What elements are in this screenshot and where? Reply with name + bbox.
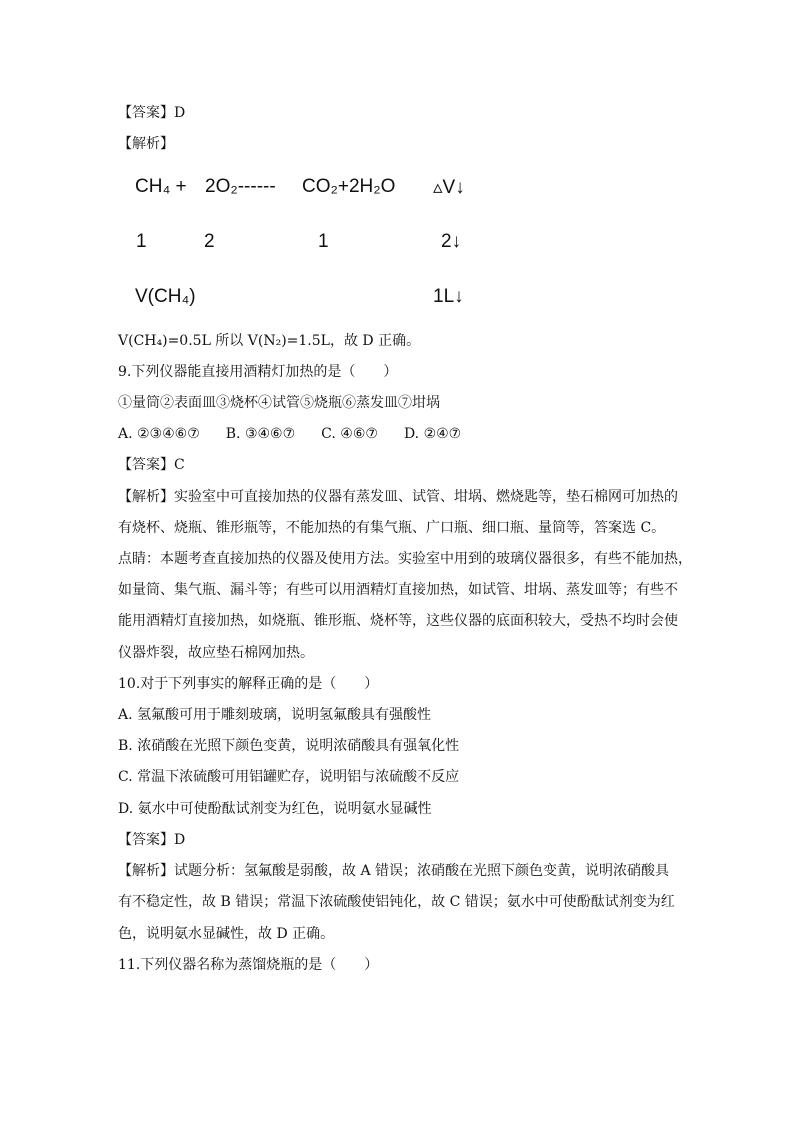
q9-items: ①量筒②表面皿③烧杯④试管⑤烧瓶⑥蒸发皿⑦坩埚 — [118, 395, 440, 411]
q11-stem: 11.下列仪器名称为蒸馏烧瓶的是（ ） — [118, 957, 379, 973]
eq-row3-v-ch4: V(CH₄) — [135, 286, 196, 307]
q10-option-c: C. 常温下浓硫酸可用铝罐贮存，说明铝与浓硫酸不反应 — [118, 769, 460, 785]
q10-stem: 10.对于下列事实的解释正确的是（ ） — [118, 676, 379, 692]
q10-analysis-line-2: 有不稳定性，故 B 错误；常温下浓硫酸使铝钝化，故 C 错误；氨水中可使酚酞试剂变为红 — [118, 894, 675, 910]
q9-stem: 9.下列仪器能直接用酒精灯加热的是（ ） — [118, 364, 398, 380]
q8-answer: 【答案】D — [118, 105, 186, 121]
q9-answer: 【答案】C — [118, 457, 185, 473]
q10-analysis-line-1: 【解析】试题分析：氢氟酸是弱酸，故 A 错误；浓硝酸在光照下颜色变黄，说明浓硝酸具 — [118, 863, 670, 879]
q10-option-d: D. 氨水中可使酚酞试剂变为红色，说明氨水显碱性 — [118, 801, 432, 817]
q9-analysis-line-1: 【解析】实验室中可直接加热的仪器有蒸发皿、试管、坩埚、燃烧匙等，垫石棉网可加热的 — [118, 489, 678, 505]
q9-option-a: A. ②③④⑥⑦ — [118, 426, 200, 442]
q9-option-b: B. ③④⑥⑦ — [225, 426, 296, 442]
q10-option-b: B. 浓硝酸在光照下颜色变黄，说明浓硝酸具有强氧化性 — [118, 738, 460, 754]
eq-row1-reactant-ch4: CH₄ + — [135, 176, 187, 197]
eq-row1-reactant-o2: 2O₂------ — [205, 176, 276, 197]
q9-analysis-line-4: 如量筒、集气瓶、漏斗等；有些可以用酒精灯直接加热，如试管、坩埚、蒸发皿等；有些不 — [118, 582, 678, 598]
eq-row2-coef-co2: 1 — [318, 231, 329, 252]
eq-row2-delta: 2↓ — [441, 231, 462, 252]
q9-analysis-line-5: 能用酒精灯直接加热，如烧瓶、锥形瓶、烧杯等，这些仪器的底面积较大，受热不均时会使 — [118, 613, 678, 629]
eq-row3-volume: 1L↓ — [433, 286, 464, 307]
q8-conclusion: V(CH₄)=0.5L 所以 V(N₂)=1.5L，故 D 正确。 — [118, 333, 421, 349]
q9-option-d: D. ②④⑦ — [403, 426, 462, 442]
q9-options — [118, 424, 487, 444]
eq-row2-coef-ch4: 1 — [136, 231, 147, 252]
eq-row1-products: CO₂+2H₂O — [302, 176, 396, 197]
q8-analysis-heading: 【解析】 — [118, 136, 174, 152]
q9-analysis-line-2: 有烧杯、烧瓶、锥形瓶等，不能加热的有集气瓶、广口瓶、细口瓶、量筒等，答案选 C。 — [118, 520, 666, 536]
q10-option-a: A. 氢氟酸可用于雕刻玻璃，说明氢氟酸具有强酸性 — [118, 707, 432, 723]
eq-row1-delta-v: ▵V↓ — [433, 177, 465, 198]
q9-analysis-line-6: 仪器炸裂，故应垫石棉网加热。 — [118, 645, 314, 661]
q9-analysis-line-3: 点睛：本题考查直接加热的仪器及使用方法。实验室中用到的玻璃仪器很多，有些不能加热， — [118, 551, 692, 567]
q10-analysis-line-3: 色，说明氨水显碱性，故 D 正确。 — [118, 926, 335, 942]
q9-option-c: C. ④⑥⑦ — [321, 426, 378, 442]
eq-row2-coef-o2: 2 — [204, 231, 215, 252]
q10-answer: 【答案】D — [118, 832, 186, 848]
